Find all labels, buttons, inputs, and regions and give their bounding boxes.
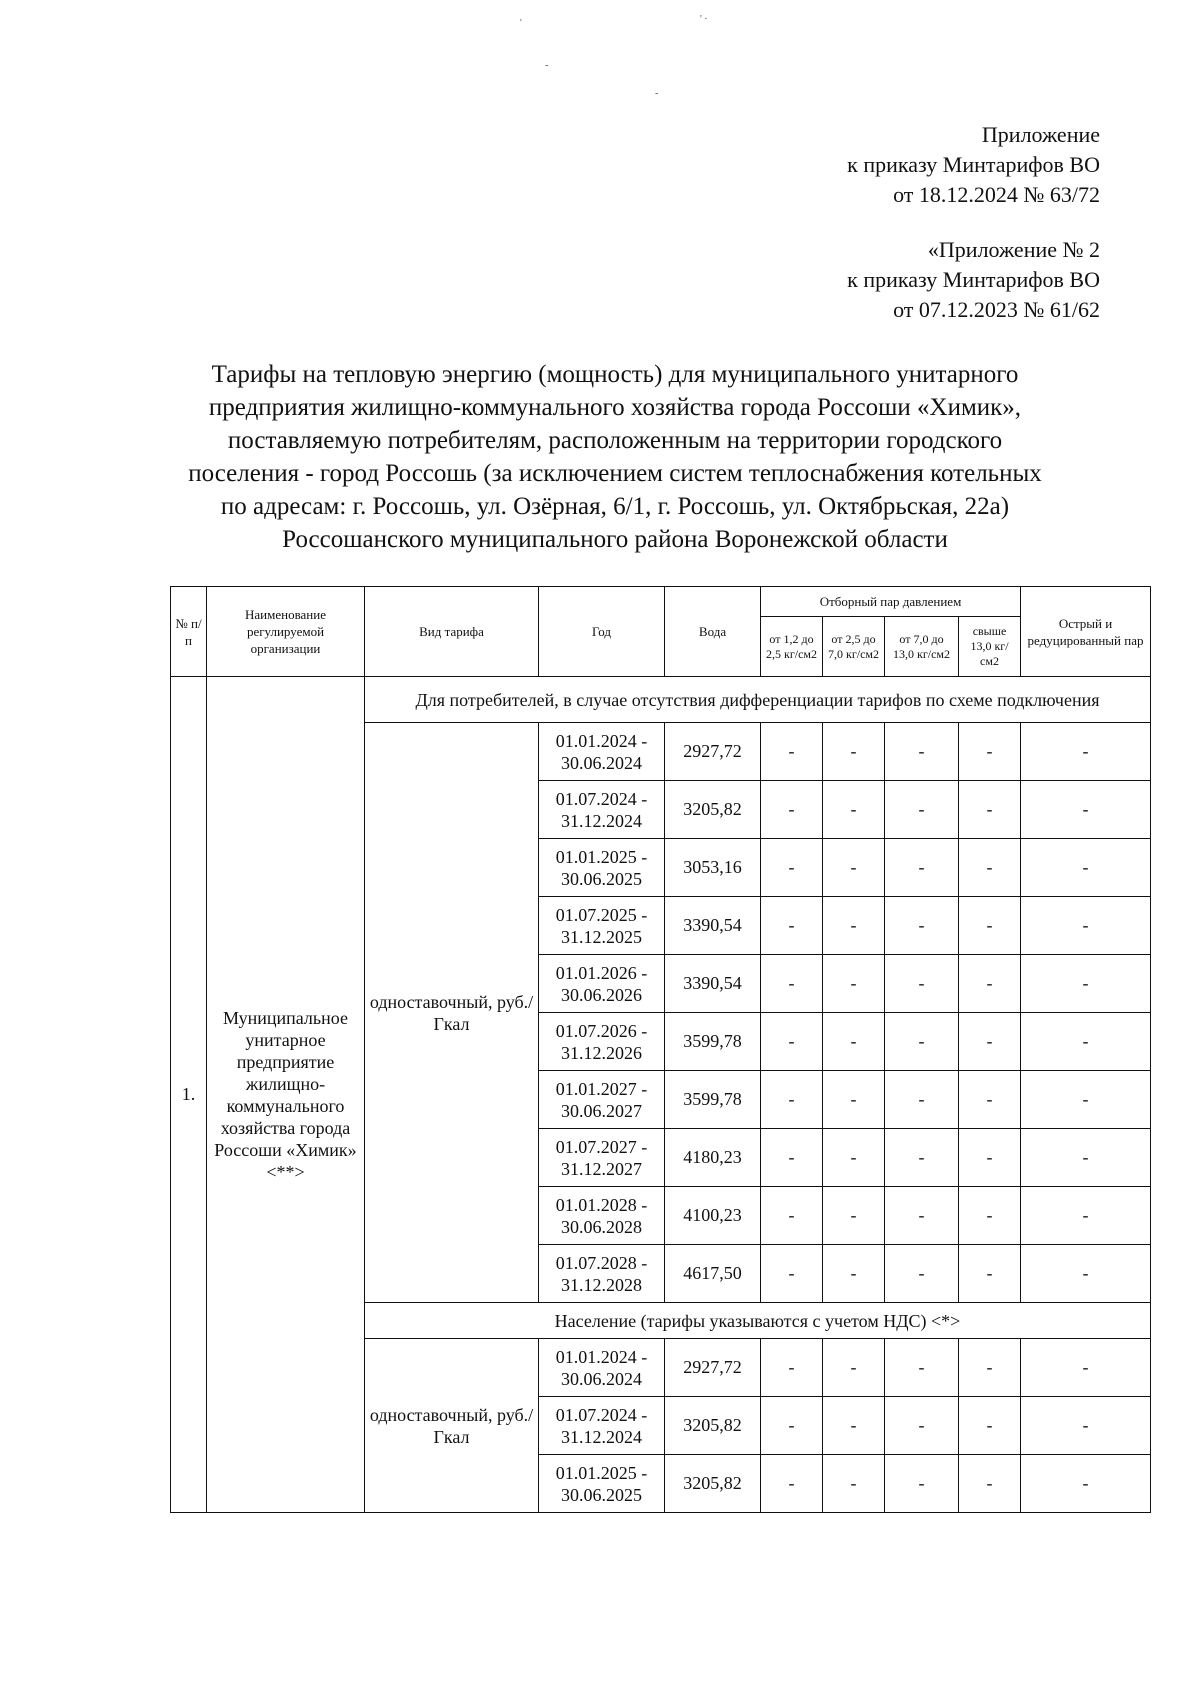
tariff-kind: одноставочный, руб./Гкал xyxy=(365,1339,539,1513)
period-cell: 01.07.2024 - 31.12.2024 xyxy=(539,781,665,839)
period-cell: 01.07.2027 - 31.12.2027 xyxy=(539,1129,665,1187)
water-value: 3205,82 xyxy=(665,1455,761,1513)
scan-speck: - xyxy=(655,88,659,99)
dash-cell: - xyxy=(823,1245,885,1303)
annex-line: от 07.12.2023 № 61/62 xyxy=(893,297,1100,322)
header-sharp-steam: Острый и редуцированный пар xyxy=(1021,587,1151,677)
dash-cell: - xyxy=(885,955,959,1013)
dash-cell: - xyxy=(761,1245,823,1303)
dash-cell: - xyxy=(1021,1397,1151,1455)
period-cell: 01.01.2025 - 30.06.2025 xyxy=(539,1455,665,1513)
dash-cell: - xyxy=(761,955,823,1013)
dash-cell: - xyxy=(761,1339,823,1397)
annex-line: к приказу Минтарифов ВО xyxy=(847,152,1100,177)
dash-cell: - xyxy=(1021,723,1151,781)
water-value: 4100,23 xyxy=(665,1187,761,1245)
dash-cell: - xyxy=(885,839,959,897)
header-steam-3: от 7,0 до 13,0 кг/см2 xyxy=(885,617,959,677)
section-heading: Население (тарифы указываются с учетом НДС) <*> xyxy=(365,1303,1151,1339)
annex-line: от 18.12.2024 № 63/72 xyxy=(893,182,1100,207)
dash-cell: - xyxy=(1021,1245,1151,1303)
dash-cell: - xyxy=(959,723,1021,781)
title-line: Россошанского муниципального района Воронежской области xyxy=(282,526,948,553)
dash-cell: - xyxy=(761,839,823,897)
document-title xyxy=(150,358,1080,556)
dash-cell: - xyxy=(761,897,823,955)
title-line: Тарифы на тепловую энергию (мощность) для муниципального унитарного xyxy=(211,361,1019,388)
dash-cell: - xyxy=(885,1339,959,1397)
dash-cell: - xyxy=(959,1397,1021,1455)
dash-cell: - xyxy=(885,723,959,781)
dash-cell: - xyxy=(959,897,1021,955)
header-steam-group: Отборный пар давлением xyxy=(761,587,1021,617)
dash-cell: - xyxy=(959,1245,1021,1303)
dash-cell: - xyxy=(761,781,823,839)
period-cell: 01.07.2025 - 31.12.2025 xyxy=(539,897,665,955)
dash-cell: - xyxy=(959,1071,1021,1129)
annex-line: Приложение xyxy=(981,122,1100,147)
scan-speck: ' · xyxy=(700,14,708,25)
title-line: поселения - город Россошь (за исключением систем теплоснабжения котельных xyxy=(188,460,1042,487)
water-value: 3390,54 xyxy=(665,897,761,955)
water-value: 2927,72 xyxy=(665,723,761,781)
dash-cell: - xyxy=(959,1129,1021,1187)
header-organization: Наименование регулируемой организации xyxy=(207,587,365,677)
organization-name: Муниципальное унитарное предприятие жилищно-коммунального хозяйства города Россоши «Химик» <**> xyxy=(207,677,365,1513)
water-value: 3053,16 xyxy=(665,839,761,897)
water-value: 4617,50 xyxy=(665,1245,761,1303)
section-heading: Для потребителей, в случае отсутствия дифференциации тарифов по схеме подключения xyxy=(365,677,1151,723)
annex-line: «Приложение № 2 xyxy=(927,237,1100,262)
tariff-kind: одноставочный, руб./Гкал xyxy=(365,723,539,1303)
dash-cell: - xyxy=(959,1455,1021,1513)
period-cell: 01.07.2028 - 31.12.2028 xyxy=(539,1245,665,1303)
dash-cell: - xyxy=(823,723,885,781)
dash-cell: - xyxy=(1021,897,1151,955)
period-cell: 01.01.2024 - 30.06.2024 xyxy=(539,1339,665,1397)
annex-block xyxy=(847,120,1100,210)
period-cell: 01.01.2027 - 30.06.2027 xyxy=(539,1071,665,1129)
dash-cell: - xyxy=(823,781,885,839)
dash-cell: - xyxy=(823,1339,885,1397)
water-value: 3599,78 xyxy=(665,1013,761,1071)
period-cell: 01.01.2026 - 30.06.2026 xyxy=(539,955,665,1013)
dash-cell: - xyxy=(885,1245,959,1303)
dash-cell: - xyxy=(885,781,959,839)
water-value: 4180,23 xyxy=(665,1129,761,1187)
water-value: 3599,78 xyxy=(665,1071,761,1129)
period-cell: 01.07.2026 - 31.12.2026 xyxy=(539,1013,665,1071)
dash-cell: - xyxy=(823,1071,885,1129)
water-value: 3205,82 xyxy=(665,1397,761,1455)
period-cell: 01.01.2024 - 30.06.2024 xyxy=(539,723,665,781)
water-value: 2927,72 xyxy=(665,1339,761,1397)
row-number: 1. xyxy=(171,677,207,1513)
header-steam-2: от 2,5 до 7,0 кг/см2 xyxy=(823,617,885,677)
dash-cell: - xyxy=(823,839,885,897)
dash-cell: - xyxy=(1021,1187,1151,1245)
dash-cell: - xyxy=(959,955,1021,1013)
title-line: предприятия жилищно-коммунального хозяйства города Россоши «Химик», xyxy=(208,394,1022,421)
title-line: по адресам: г. Россошь, ул. Озёрная, 6/1, г. Россошь, ул. Октябрьская, 22а) xyxy=(220,493,1010,520)
dash-cell: - xyxy=(761,1187,823,1245)
header-steam-4: свыше 13,0 кг/см2 xyxy=(959,617,1021,677)
dash-cell: - xyxy=(959,1187,1021,1245)
dash-cell: - xyxy=(1021,1129,1151,1187)
dash-cell: - xyxy=(885,1455,959,1513)
water-value: 3205,82 xyxy=(665,781,761,839)
period-cell: 01.07.2024 - 31.12.2024 xyxy=(539,1397,665,1455)
previous-annex-block xyxy=(847,235,1100,325)
dash-cell: - xyxy=(959,839,1021,897)
dash-cell: - xyxy=(1021,1071,1151,1129)
dash-cell: - xyxy=(1021,1339,1151,1397)
dash-cell: - xyxy=(761,1013,823,1071)
dash-cell: - xyxy=(823,897,885,955)
dash-cell: - xyxy=(761,1397,823,1455)
dash-cell: - xyxy=(1021,955,1151,1013)
dash-cell: - xyxy=(823,1129,885,1187)
dash-cell: - xyxy=(1021,781,1151,839)
dash-cell: - xyxy=(761,1129,823,1187)
scan-speck: ' xyxy=(520,18,522,29)
dash-cell: - xyxy=(761,723,823,781)
dash-cell: - xyxy=(823,1397,885,1455)
header-steam-1: от 1,2 до 2,5 кг/см2 xyxy=(761,617,823,677)
water-value: 3390,54 xyxy=(665,955,761,1013)
dash-cell: - xyxy=(885,1129,959,1187)
period-cell: 01.01.2025 - 30.06.2025 xyxy=(539,839,665,897)
header-water: Вода xyxy=(665,587,761,677)
header-year: Год xyxy=(539,587,665,677)
title-line: поставляемую потребителям, расположенным на территории городского xyxy=(227,427,1003,454)
dash-cell: - xyxy=(959,1339,1021,1397)
header-tariff-kind: Вид тарифа xyxy=(365,587,539,677)
tariff-table xyxy=(170,586,1151,1513)
dash-cell: - xyxy=(885,1397,959,1455)
dash-cell: - xyxy=(823,1455,885,1513)
dash-cell: - xyxy=(885,1071,959,1129)
dash-cell: - xyxy=(885,1187,959,1245)
scan-speck: - xyxy=(545,60,549,71)
header-number: № п/п xyxy=(171,587,207,677)
dash-cell: - xyxy=(823,1187,885,1245)
dash-cell: - xyxy=(823,955,885,1013)
dash-cell: - xyxy=(1021,1013,1151,1071)
dash-cell: - xyxy=(761,1455,823,1513)
dash-cell: - xyxy=(885,897,959,955)
dash-cell: - xyxy=(885,1013,959,1071)
dash-cell: - xyxy=(1021,839,1151,897)
dash-cell: - xyxy=(823,1013,885,1071)
period-cell: 01.01.2028 - 30.06.2028 xyxy=(539,1187,665,1245)
dash-cell: - xyxy=(959,781,1021,839)
dash-cell: - xyxy=(1021,1455,1151,1513)
dash-cell: - xyxy=(761,1071,823,1129)
annex-line: к приказу Минтарифов ВО xyxy=(847,267,1100,292)
dash-cell: - xyxy=(959,1013,1021,1071)
